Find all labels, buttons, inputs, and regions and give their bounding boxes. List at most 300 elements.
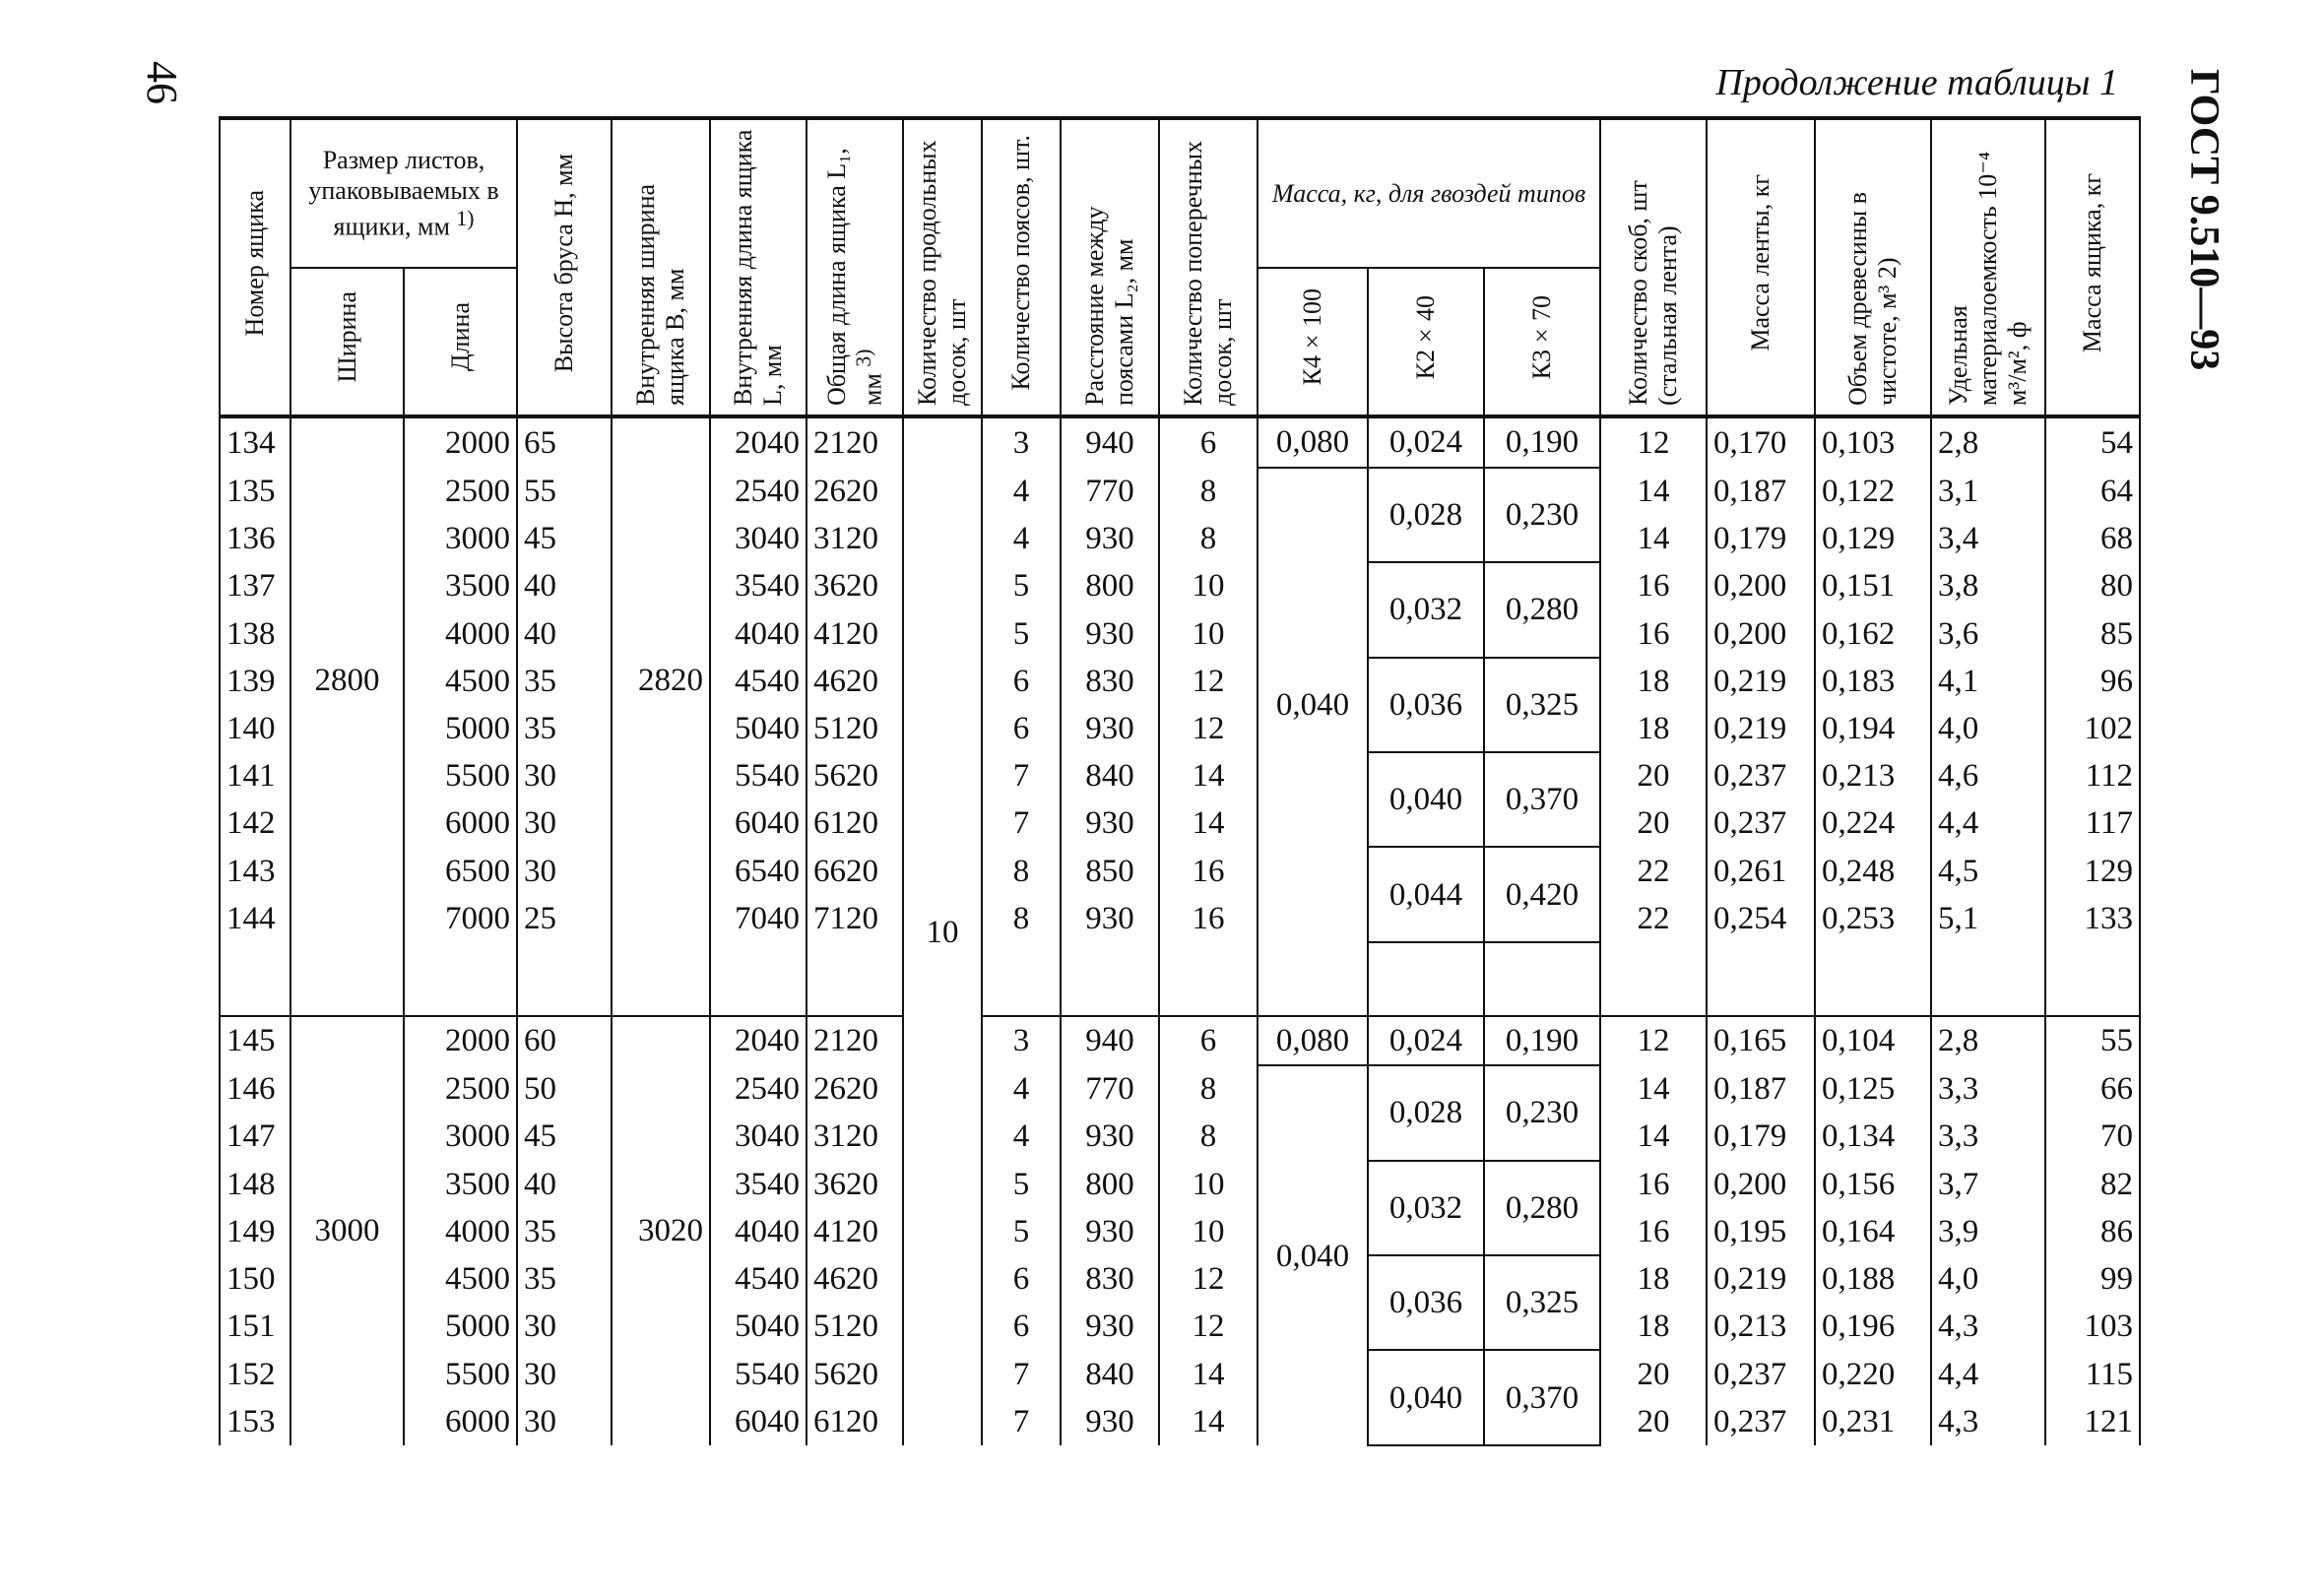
total-length-cell: 3120 — [807, 1113, 903, 1160]
total-length-cell: 4620 — [807, 658, 903, 705]
material-intensity-cell: 4,3 — [1931, 1303, 2045, 1350]
beam-height-cell: 30 — [517, 752, 612, 799]
table-continuation-title: Продолжение таблицы 1 — [1715, 62, 2118, 103]
tape-mass-cell: 0,200 — [1707, 1161, 1815, 1208]
nail-k4x100-cell: 0,040 — [1258, 1065, 1368, 1445]
beam-height-cell: 35 — [517, 1255, 612, 1303]
belt-distance-cell: 930 — [1061, 1208, 1159, 1255]
sheet-length-cell: 3500 — [404, 1161, 517, 1208]
box-mass-cell: 86 — [2045, 1208, 2140, 1255]
belts-count-cell: 6 — [982, 1303, 1061, 1350]
box-number-cell: 153 — [220, 1398, 290, 1445]
cross-boards-cell: 14 — [1159, 1350, 1258, 1397]
wood-volume-cell: 0,151 — [1815, 562, 1931, 609]
total-length-cell: 4120 — [807, 1208, 903, 1255]
table-row — [220, 562, 2140, 609]
belts-count-cell: 5 — [982, 609, 1061, 657]
inner-length-cell: 6040 — [710, 1398, 807, 1445]
header-inner-width: Внутренняя ширина ящика B, мм — [612, 118, 710, 416]
header-nails-mass: Масса, кг, для гвоздей типов — [1258, 118, 1600, 268]
beam-height-cell: 30 — [517, 1350, 612, 1397]
nail-k3x70-cell: 0,370 — [1484, 752, 1600, 847]
box-number-cell: 136 — [220, 515, 290, 562]
beam-height-cell: 30 — [517, 1398, 612, 1445]
wood-volume-cell: 0,129 — [1815, 515, 1931, 562]
table-row — [220, 705, 2140, 752]
sheet-width-cell: 2800 — [290, 416, 404, 942]
cross-boards-cell: 12 — [1159, 705, 1258, 752]
table-row — [220, 658, 2140, 705]
staples-count-cell: 12 — [1600, 416, 1707, 468]
header-material-intensity: Удельная материалоемкость 10⁻⁴ м³/м², ф — [1931, 118, 2045, 416]
box-number-cell: 134 — [220, 416, 290, 468]
inner-length-cell: 4540 — [710, 658, 807, 705]
staples-count-cell: 22 — [1600, 847, 1707, 894]
inner-length-cell: 4040 — [710, 609, 807, 657]
box-number-cell: 146 — [220, 1065, 290, 1113]
tape-mass-cell: 0,187 — [1707, 1065, 1815, 1113]
belts-count-cell: 7 — [982, 752, 1061, 799]
beam-height-cell: 50 — [517, 1065, 612, 1113]
nail-k3x70-cell: 0,280 — [1484, 1161, 1600, 1255]
staples-count-cell: 20 — [1600, 799, 1707, 847]
total-length-cell: 6120 — [807, 1398, 903, 1445]
sheet-length-cell: 5500 — [404, 1350, 517, 1397]
cross-boards-cell: 8 — [1159, 468, 1258, 515]
inner-length-cell: 5540 — [710, 1350, 807, 1397]
wood-volume-cell: 0,194 — [1815, 705, 1931, 752]
belt-distance-cell: 930 — [1061, 1303, 1159, 1350]
belt-distance-cell: 830 — [1061, 1255, 1159, 1303]
table-row — [220, 609, 2140, 657]
staples-count-cell: 14 — [1600, 515, 1707, 562]
nail-k2x40-cell: 0,044 — [1368, 847, 1484, 941]
header-wood-volume: Объем древесины в чистоте, м³ 2) — [1815, 118, 1931, 416]
box-number-cell: 148 — [220, 1161, 290, 1208]
wood-volume-cell: 0,162 — [1815, 609, 1931, 657]
separator-cell — [612, 942, 710, 1016]
tape-mass-cell: 0,219 — [1707, 705, 1815, 752]
belt-distance-cell: 840 — [1061, 1350, 1159, 1397]
inner-length-cell: 3540 — [710, 1161, 807, 1208]
material-intensity-cell: 3,3 — [1931, 1065, 2045, 1113]
belt-distance-cell: 850 — [1061, 847, 1159, 894]
separator-cell — [1600, 942, 1707, 1016]
table-row — [220, 752, 2140, 799]
boxes-table — [219, 116, 2141, 1446]
table-row — [220, 1208, 2140, 1255]
box-number-cell: 143 — [220, 847, 290, 894]
material-intensity-cell: 3,1 — [1931, 468, 2045, 515]
box-number-cell: 151 — [220, 1303, 290, 1350]
staples-count-cell: 16 — [1600, 609, 1707, 657]
wood-volume-cell: 0,183 — [1815, 658, 1931, 705]
belts-count-cell: 8 — [982, 895, 1061, 942]
total-length-cell: 4120 — [807, 609, 903, 657]
tape-mass-cell: 0,237 — [1707, 1350, 1815, 1397]
staples-count-cell: 14 — [1600, 1065, 1707, 1113]
box-mass-cell: 54 — [2045, 416, 2140, 468]
beam-height-cell: 30 — [517, 799, 612, 847]
nail-k4x100-cell: 0,080 — [1258, 1016, 1368, 1066]
inner-length-cell: 5540 — [710, 752, 807, 799]
sheet-length-cell: 4500 — [404, 658, 517, 705]
staples-count-cell: 12 — [1600, 1016, 1707, 1066]
tape-mass-cell: 0,170 — [1707, 416, 1815, 468]
belts-count-cell: 3 — [982, 1016, 1061, 1066]
total-length-cell: 2120 — [807, 416, 903, 468]
belts-count-cell: 6 — [982, 1255, 1061, 1303]
total-length-cell: 6620 — [807, 847, 903, 894]
beam-height-cell: 40 — [517, 562, 612, 609]
sheet-length-cell: 6000 — [404, 799, 517, 847]
inner-length-cell: 4540 — [710, 1255, 807, 1303]
material-intensity-cell: 4,4 — [1931, 1350, 2045, 1397]
inner-length-cell: 7040 — [710, 895, 807, 942]
material-intensity-cell: 2,8 — [1931, 1016, 2045, 1066]
nail-k3x70-cell: 0,370 — [1484, 1350, 1600, 1445]
table-body — [220, 416, 2140, 1445]
staples-count-cell: 18 — [1600, 705, 1707, 752]
staples-count-cell: 20 — [1600, 752, 1707, 799]
belts-count-cell: 4 — [982, 1065, 1061, 1113]
belt-distance-cell: 770 — [1061, 1065, 1159, 1113]
belt-distance-cell: 930 — [1061, 1113, 1159, 1160]
nail-k3x70-cell: 0,420 — [1484, 847, 1600, 941]
beam-height-cell: 30 — [517, 1303, 612, 1350]
wood-volume-cell: 0,220 — [1815, 1350, 1931, 1397]
total-length-cell: 5620 — [807, 752, 903, 799]
sheet-length-cell: 3500 — [404, 562, 517, 609]
header-cross-boards: Количество поперечных досок, шт — [1159, 118, 1258, 416]
beam-height-cell: 25 — [517, 895, 612, 942]
material-intensity-cell: 4,3 — [1931, 1398, 2045, 1445]
table-row — [220, 416, 2140, 468]
material-intensity-cell: 3,8 — [1931, 562, 2045, 609]
beam-height-cell: 40 — [517, 609, 612, 657]
inner-length-cell: 3040 — [710, 1113, 807, 1160]
sheet-length-cell: 2000 — [404, 416, 517, 468]
box-mass-cell: 121 — [2045, 1398, 2140, 1445]
nail-k4x100-cell: 0,080 — [1258, 416, 1368, 468]
inner-length-cell: 6540 — [710, 847, 807, 894]
material-intensity-cell: 3,6 — [1931, 609, 2045, 657]
cross-boards-cell: 8 — [1159, 1065, 1258, 1113]
box-mass-cell: 117 — [2045, 799, 2140, 847]
box-mass-cell: 133 — [2045, 895, 2140, 942]
total-length-cell: 4620 — [807, 1255, 903, 1303]
wood-volume-cell: 0,196 — [1815, 1303, 1931, 1350]
table-row — [220, 1398, 2140, 1445]
belts-count-cell: 4 — [982, 515, 1061, 562]
total-length-cell: 3620 — [807, 1161, 903, 1208]
sheet-length-cell: 4000 — [404, 609, 517, 657]
long-boards-cell: 10 — [903, 416, 982, 1445]
box-number-cell: 142 — [220, 799, 290, 847]
sheet-length-cell: 5000 — [404, 705, 517, 752]
beam-height-cell: 60 — [517, 1016, 612, 1066]
belts-count-cell: 7 — [982, 799, 1061, 847]
beam-height-cell: 45 — [517, 515, 612, 562]
box-number-cell: 138 — [220, 609, 290, 657]
header-sheet-width: Ширина — [290, 268, 404, 417]
total-length-cell: 5120 — [807, 1303, 903, 1350]
total-length-cell: 6120 — [807, 799, 903, 847]
tape-mass-cell: 0,187 — [1707, 468, 1815, 515]
staples-count-cell: 20 — [1600, 1350, 1707, 1397]
material-intensity-cell: 4,4 — [1931, 799, 2045, 847]
header-belts-count: Количество поясов, шт. — [982, 118, 1061, 416]
belt-distance-cell: 830 — [1061, 658, 1159, 705]
header-sheet-length: Длина — [404, 268, 517, 417]
group-separator-row — [220, 942, 2140, 1016]
inner-length-cell: 2040 — [710, 416, 807, 468]
tape-mass-cell: 0,179 — [1707, 515, 1815, 562]
separator-cell — [1061, 942, 1159, 1016]
material-intensity-cell: 4,0 — [1931, 1255, 2045, 1303]
cross-boards-cell: 12 — [1159, 1303, 1258, 1350]
separator-cell — [807, 942, 903, 1016]
beam-height-cell: 30 — [517, 847, 612, 894]
box-number-cell: 137 — [220, 562, 290, 609]
nail-k2x40-cell: 0,028 — [1368, 468, 1484, 562]
belt-distance-cell: 930 — [1061, 609, 1159, 657]
material-intensity-cell: 4,5 — [1931, 847, 2045, 894]
header-belt-distance: Расстояние между поясами L₂, мм — [1061, 118, 1159, 416]
separator-cell — [404, 942, 517, 1016]
separator-cell — [1707, 942, 1815, 1016]
box-mass-cell: 99 — [2045, 1255, 2140, 1303]
staples-count-cell: 16 — [1600, 1208, 1707, 1255]
header-tape-mass: Масса ленты, кг — [1707, 118, 1815, 416]
material-intensity-cell: 2,8 — [1931, 416, 2045, 468]
wood-volume-cell: 0,125 — [1815, 1065, 1931, 1113]
nail-k2x40-cell: 0,032 — [1368, 562, 1484, 657]
wood-volume-cell: 0,188 — [1815, 1255, 1931, 1303]
wood-volume-cell: 0,103 — [1815, 416, 1931, 468]
box-number-cell: 149 — [220, 1208, 290, 1255]
cross-boards-cell: 10 — [1159, 609, 1258, 657]
box-number-cell: 145 — [220, 1016, 290, 1066]
wood-volume-cell: 0,134 — [1815, 1113, 1931, 1160]
inner-length-cell: 2040 — [710, 1016, 807, 1066]
table-row — [220, 1303, 2140, 1350]
separator-cell — [1931, 942, 2045, 1016]
wood-volume-cell: 0,253 — [1815, 895, 1931, 942]
separator-cell — [517, 942, 612, 1016]
header-nail-k4x100: К4×100 — [1258, 268, 1368, 417]
box-number-cell: 141 — [220, 752, 290, 799]
table-row — [220, 1350, 2140, 1397]
separator-cell — [982, 942, 1061, 1016]
belt-distance-cell: 930 — [1061, 705, 1159, 752]
nail-k3x70-cell: 0,325 — [1484, 658, 1600, 752]
staples-count-cell: 14 — [1600, 468, 1707, 515]
tape-mass-cell: 0,200 — [1707, 562, 1815, 609]
cross-boards-cell: 12 — [1159, 658, 1258, 705]
nail-k4x100-cell: 0,040 — [1258, 468, 1368, 942]
nail-k2x40-cell: 0,040 — [1368, 1350, 1484, 1445]
separator-cell — [290, 942, 404, 1016]
tape-mass-cell: 0,254 — [1707, 895, 1815, 942]
wood-volume-cell: 0,164 — [1815, 1208, 1931, 1255]
total-length-cell: 5120 — [807, 705, 903, 752]
inner-length-cell: 6040 — [710, 799, 807, 847]
cross-boards-cell: 10 — [1159, 1208, 1258, 1255]
belts-count-cell: 3 — [982, 416, 1061, 468]
total-length-cell: 2620 — [807, 468, 903, 515]
tape-mass-cell: 0,200 — [1707, 609, 1815, 657]
box-mass-cell: 115 — [2045, 1350, 2140, 1397]
header-nail-k2x40: К2×40 — [1368, 268, 1484, 417]
beam-height-cell: 35 — [517, 658, 612, 705]
box-number-cell: 135 — [220, 468, 290, 515]
staples-count-cell: 18 — [1600, 658, 1707, 705]
nail-k3x70-cell: 0,230 — [1484, 1065, 1600, 1160]
sheet-length-cell: 3000 — [404, 1113, 517, 1160]
table-row — [220, 799, 2140, 847]
tape-mass-cell: 0,213 — [1707, 1303, 1815, 1350]
belts-count-cell: 7 — [982, 1350, 1061, 1397]
separator-cell — [710, 942, 807, 1016]
belts-count-cell: 5 — [982, 1161, 1061, 1208]
cross-boards-cell: 6 — [1159, 1016, 1258, 1066]
belt-distance-cell: 800 — [1061, 1161, 1159, 1208]
sheet-length-cell: 5500 — [404, 752, 517, 799]
belt-distance-cell: 940 — [1061, 1016, 1159, 1066]
belts-count-cell: 6 — [982, 705, 1061, 752]
inner-length-cell: 4040 — [710, 1208, 807, 1255]
tape-mass-cell: 0,195 — [1707, 1208, 1815, 1255]
belt-distance-cell: 930 — [1061, 1398, 1159, 1445]
separator-cell — [1258, 942, 1368, 1016]
cross-boards-cell: 14 — [1159, 752, 1258, 799]
cross-boards-cell: 6 — [1159, 416, 1258, 468]
beam-height-cell: 35 — [517, 1208, 612, 1255]
wood-volume-cell: 0,122 — [1815, 468, 1931, 515]
box-mass-cell: 66 — [2045, 1065, 2140, 1113]
staples-count-cell: 22 — [1600, 895, 1707, 942]
sheet-length-cell: 3000 — [404, 515, 517, 562]
beam-height-cell: 65 — [517, 416, 612, 468]
staples-count-cell: 14 — [1600, 1113, 1707, 1160]
sheet-length-cell: 5000 — [404, 1303, 517, 1350]
sheet-length-cell: 6000 — [404, 1398, 517, 1445]
cross-boards-cell: 10 — [1159, 1161, 1258, 1208]
total-length-cell: 3120 — [807, 515, 903, 562]
nail-k3x70-cell: 0,325 — [1484, 1255, 1600, 1350]
staples-count-cell: 18 — [1600, 1303, 1707, 1350]
material-intensity-cell: 4,1 — [1931, 658, 2045, 705]
cross-boards-cell: 8 — [1159, 515, 1258, 562]
nail-k2x40-cell: 0,032 — [1368, 1161, 1484, 1255]
cross-boards-cell: 12 — [1159, 1255, 1258, 1303]
belt-distance-cell: 840 — [1061, 752, 1159, 799]
separator-cell — [1815, 942, 1931, 1016]
header-nail-k3x70: К3×70 — [1484, 268, 1600, 417]
sheet-length-cell: 7000 — [404, 895, 517, 942]
total-length-cell: 2620 — [807, 1065, 903, 1113]
tape-mass-cell: 0,219 — [1707, 658, 1815, 705]
page-number: 46 — [138, 61, 186, 104]
box-number-cell: 152 — [220, 1350, 290, 1397]
tape-mass-cell: 0,237 — [1707, 799, 1815, 847]
nail-k2x40-cell: 0,036 — [1368, 658, 1484, 752]
inner-length-cell: 3540 — [710, 562, 807, 609]
material-intensity-cell: 5,1 — [1931, 895, 2045, 942]
beam-height-cell: 55 — [517, 468, 612, 515]
total-length-cell: 5620 — [807, 1350, 903, 1397]
nail-k3x70-cell: 0,190 — [1484, 416, 1600, 468]
inner-length-cell: 5040 — [710, 705, 807, 752]
staples-count-cell: 20 — [1600, 1398, 1707, 1445]
inner-width-cell: 2820 — [612, 416, 710, 942]
box-mass-cell: 82 — [2045, 1161, 2140, 1208]
table-row — [220, 1161, 2140, 1208]
material-intensity-cell: 3,4 — [1931, 515, 2045, 562]
belts-count-cell: 7 — [982, 1398, 1061, 1445]
separator-cell — [2045, 942, 2140, 1016]
standard-designation: ГОСТ 9.510—93 — [2181, 69, 2226, 371]
box-mass-cell: 103 — [2045, 1303, 2140, 1350]
sheet-length-cell: 2500 — [404, 468, 517, 515]
nail-k2x40-cell: 0,028 — [1368, 1065, 1484, 1160]
material-intensity-cell: 4,6 — [1931, 752, 2045, 799]
nail-k2x40-cell: 0,024 — [1368, 416, 1484, 468]
box-mass-cell: 64 — [2045, 468, 2140, 515]
box-mass-cell: 129 — [2045, 847, 2140, 894]
tape-mass-cell: 0,219 — [1707, 1255, 1815, 1303]
sheet-length-cell: 2000 — [404, 1016, 517, 1066]
material-intensity-cell: 3,7 — [1931, 1161, 2045, 1208]
tape-mass-cell: 0,165 — [1707, 1016, 1815, 1066]
box-number-cell: 150 — [220, 1255, 290, 1303]
box-mass-cell: 68 — [2045, 515, 2140, 562]
beam-height-cell: 40 — [517, 1161, 612, 1208]
header-sheet-size: Размер листов, упаковываемых в ящики, мм $^{1)}$ — [290, 118, 517, 268]
wood-volume-cell: 0,213 — [1815, 752, 1931, 799]
sheet-length-cell: 4000 — [404, 1208, 517, 1255]
inner-length-cell: 3040 — [710, 515, 807, 562]
staples-count-cell: 16 — [1600, 1161, 1707, 1208]
beam-height-cell: 35 — [517, 705, 612, 752]
cross-boards-cell: 8 — [1159, 1113, 1258, 1160]
nail-k2x40-cell: 0,036 — [1368, 1255, 1484, 1350]
total-length-cell: 2120 — [807, 1016, 903, 1066]
box-mass-cell: 85 — [2045, 609, 2140, 657]
belt-distance-cell: 940 — [1061, 416, 1159, 468]
wood-volume-cell: 0,231 — [1815, 1398, 1931, 1445]
header-long-boards: Количество продольных досок, шт — [903, 118, 982, 416]
table-row — [220, 847, 2140, 894]
cross-boards-cell: 14 — [1159, 1398, 1258, 1445]
wood-volume-cell: 0,156 — [1815, 1161, 1931, 1208]
header-beam-height: Высота бруса H, мм — [517, 118, 612, 416]
inner-length-cell: 5040 — [710, 1303, 807, 1350]
material-intensity-cell: 3,3 — [1931, 1113, 2045, 1160]
box-number-cell: 139 — [220, 658, 290, 705]
material-intensity-cell: 4,0 — [1931, 705, 2045, 752]
box-mass-cell: 96 — [2045, 658, 2140, 705]
total-length-cell: 7120 — [807, 895, 903, 942]
table-row — [220, 895, 2140, 942]
box-mass-cell: 112 — [2045, 752, 2140, 799]
separator-cell — [1159, 942, 1258, 1016]
header-box-number: Номер ящика — [220, 118, 290, 416]
belts-count-cell: 5 — [982, 562, 1061, 609]
box-number-cell: 140 — [220, 705, 290, 752]
header-total-length: Общая длина ящика L₁, мм $^{3)}$ — [807, 118, 903, 416]
